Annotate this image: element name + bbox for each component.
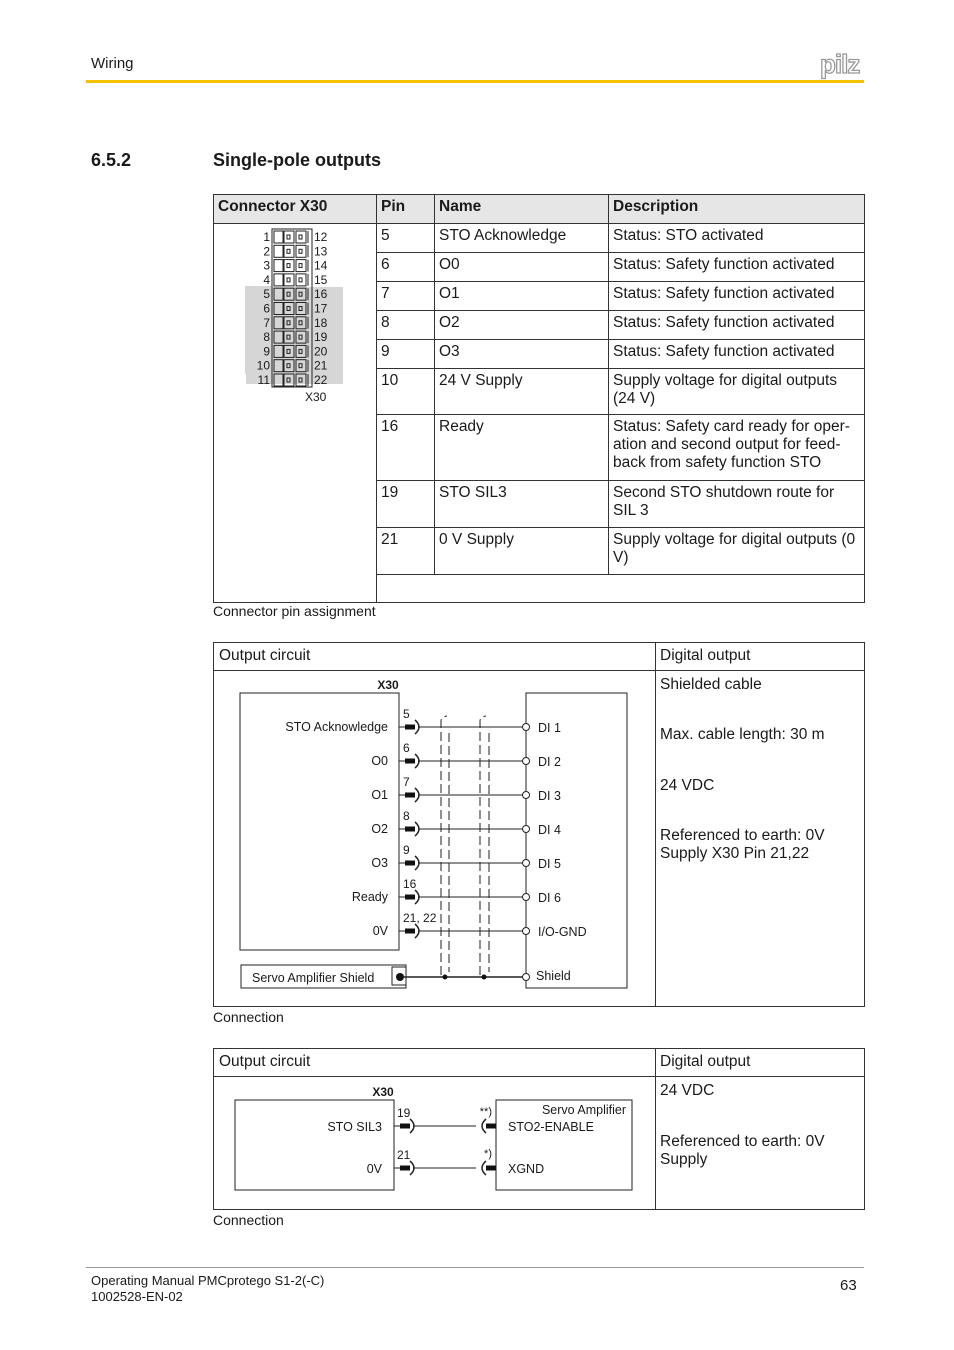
page-number: 63: [840, 1277, 857, 1294]
cell-name: 24 V Supply: [435, 369, 609, 415]
output-label: O0: [371, 754, 388, 768]
terminal: [523, 860, 530, 867]
digital-output-box: [526, 693, 627, 988]
plug-icon: [405, 861, 415, 866]
cell-name: Ready: [435, 415, 609, 481]
cell-desc: Supply voltage for digital outputs (0 V): [609, 528, 865, 575]
pin-number: 17: [314, 301, 328, 316]
terminal: [523, 724, 530, 731]
circuit1-caption: Connection: [213, 1009, 284, 1025]
pin-number: 6: [263, 301, 270, 316]
pin-socket: [284, 260, 294, 272]
cell-pin: 8: [377, 311, 435, 340]
pin-number: 7: [403, 775, 410, 789]
pin-socket: [274, 245, 283, 257]
circuit1-header-left: Output circuit: [214, 643, 655, 671]
header-section: Wiring: [91, 55, 134, 72]
footer-text: [91, 1273, 324, 1305]
terminal: [523, 894, 530, 901]
pin-number: 2: [263, 244, 270, 259]
pin-number: 21, 22: [403, 911, 437, 925]
input-label: DI 5: [538, 857, 561, 871]
pin-number: 5: [263, 287, 270, 302]
pin-number: 20: [314, 344, 328, 359]
cell-pin: 7: [377, 282, 435, 311]
footer-docnum: 1002528-EN-02: [91, 1289, 183, 1304]
cell-name: O3: [435, 340, 609, 369]
plug-icon: [405, 725, 415, 730]
pin-contact: [299, 249, 302, 253]
pin-number: 21: [397, 1148, 411, 1162]
pin-socket: [274, 274, 283, 286]
terminal: [523, 928, 530, 935]
cell-pin: 9: [377, 340, 435, 369]
cell-pin: 5: [377, 224, 435, 253]
pin-socket: [284, 231, 294, 243]
note: 24 VDC: [660, 777, 715, 794]
circuit2-header-right: Digital output: [655, 1049, 864, 1077]
pin-number: 19: [314, 330, 328, 345]
pin-socket: [296, 231, 306, 243]
pin-number: 9: [263, 344, 270, 359]
x30-box: [235, 1100, 394, 1190]
pin-number: 19: [397, 1106, 411, 1120]
footer-manual: Operating Manual PMCprotego S1-2(-C): [91, 1273, 325, 1288]
pin-number: 8: [403, 809, 410, 823]
pin-number: 4: [263, 272, 270, 287]
pin-socket: [284, 274, 294, 286]
cell-desc: Status: STO activated: [609, 224, 865, 253]
pin-number: 11: [257, 373, 270, 387]
connector-label: X30: [372, 1085, 394, 1099]
pin-socket: [274, 260, 283, 272]
shield-label: Shield: [536, 969, 571, 983]
pin-number: 7: [263, 315, 270, 330]
circuit2-header-left: Output circuit: [214, 1049, 655, 1077]
plug-icon: [405, 827, 415, 832]
socket-icon: [482, 1119, 486, 1133]
pin-socket: [274, 231, 283, 243]
target-label: XGND: [508, 1162, 545, 1176]
input-label: DI 4: [538, 823, 561, 837]
pin-number: 1: [263, 230, 270, 244]
terminal: [523, 826, 530, 833]
servo-label: Servo Amplifier Shield: [252, 971, 375, 985]
shield-dot: [396, 973, 404, 981]
pin-contact: [299, 264, 302, 268]
pin-contact: [299, 235, 302, 239]
section-number: 6.5.2: [91, 150, 132, 170]
cell-pin: 10: [377, 369, 435, 415]
cell-name: O2: [435, 311, 609, 340]
table-caption: Connector pin assignment: [213, 603, 376, 619]
pin-number: 12: [314, 230, 328, 244]
pin-number: 6: [403, 741, 410, 755]
pin-number: 15: [314, 272, 328, 287]
col-header: Description: [609, 195, 865, 224]
section-title: Single-pole outputs: [213, 150, 381, 170]
cell-name: O0: [435, 253, 609, 282]
cell-desc: Status: Safety function activated: [609, 253, 865, 282]
footnote-mark: *): [484, 1148, 492, 1160]
cable-shield: [480, 716, 486, 975]
pilz-logo: pilz: [820, 49, 860, 79]
cell-desc: Second STO shutdown route for SIL 3: [609, 481, 865, 528]
plug-icon: [405, 759, 415, 764]
output-label: Ready: [351, 890, 388, 904]
pin-number: 3: [263, 258, 270, 273]
terminal: [523, 758, 530, 765]
output-label: 0V: [366, 1162, 382, 1176]
cell-desc: Status: Safety function activated: [609, 340, 865, 369]
terminal: [523, 974, 530, 981]
output-label: 0V: [372, 924, 388, 938]
cell-desc: Status: Safety function activated: [609, 282, 865, 311]
plug-icon: [405, 929, 415, 934]
circuit2-caption: Connection: [213, 1212, 284, 1228]
note: Max. cable length: 30 m: [660, 726, 825, 743]
cell-desc: Status: Safety function activated: [609, 311, 865, 340]
socket-icon: [486, 1124, 496, 1129]
circuit1-header-right: Digital output: [655, 643, 864, 671]
pin-contact: [287, 278, 290, 282]
plug-icon: [400, 1124, 410, 1129]
cell-pin: 19: [377, 481, 435, 528]
pin-number: 5: [403, 707, 410, 721]
footnote-mark: **): [479, 1106, 492, 1118]
note: Referenced to earth: 0V Supply X30 Pin 21,22: [660, 827, 825, 862]
input-label: DI 6: [538, 891, 561, 905]
cell-name: STO Acknowledge: [435, 224, 609, 253]
pin-contact: [299, 278, 302, 282]
pin-number: 9: [403, 843, 410, 857]
input-label: DI 1: [538, 721, 561, 735]
target-label: STO2-ENABLE: [508, 1120, 594, 1134]
cell-name: O1: [435, 282, 609, 311]
cable-shield: [441, 716, 447, 975]
plug-icon: [400, 1166, 410, 1171]
pin-socket: [296, 260, 306, 272]
cell-name: 0 V Supply: [435, 528, 609, 575]
pin-number: 10: [256, 358, 270, 373]
output-label: O1: [371, 788, 388, 802]
cell-pin: 6: [377, 253, 435, 282]
note: Shielded cable: [660, 676, 762, 693]
pin-number: 16: [314, 287, 328, 302]
note: Referenced to earth: 0V Supply: [660, 1133, 825, 1168]
col-header: Connector X30: [214, 195, 377, 224]
pin-contact: [287, 235, 290, 239]
pin-socket: [296, 245, 306, 257]
output-label: STO Acknowledge: [285, 720, 388, 734]
footer-rule: [86, 1267, 864, 1268]
socket-icon: [486, 1166, 496, 1171]
connector-label: X30: [377, 678, 399, 692]
input-label: DI 2: [538, 755, 561, 769]
cell-desc: Status: Safety card ready for oper-ation and second output for feed-back from safety function STO: [609, 415, 865, 481]
input-label: I/O-GND: [538, 925, 587, 939]
pin-contact: [287, 249, 290, 253]
col-header: Pin: [377, 195, 435, 224]
pin-number: 16: [403, 877, 417, 891]
output-label: STO SIL3: [327, 1120, 382, 1134]
connector-label: X30: [305, 390, 327, 404]
pin-socket: [284, 245, 294, 257]
pin-socket: [296, 274, 306, 286]
pin-number: 14: [314, 258, 328, 273]
plug-icon: [405, 895, 415, 900]
plug-icon: [405, 793, 415, 798]
pin-contact: [287, 264, 290, 268]
pin-number: 21: [314, 358, 328, 373]
input-label: DI 3: [538, 789, 561, 803]
pin-number: 13: [314, 244, 328, 259]
cell-desc: Supply voltage for digital outputs (24 V): [609, 369, 865, 415]
pin-number: 8: [263, 330, 270, 345]
pin-number: 22: [314, 373, 328, 387]
output-label: O3: [371, 856, 388, 870]
cell-pin: 16: [377, 415, 435, 481]
servo-title: Servo Amplifier: [541, 1103, 626, 1117]
junction: [443, 975, 448, 980]
cell-pin: 21: [377, 528, 435, 575]
cell-name: STO SIL3: [435, 481, 609, 528]
col-header: Name: [435, 195, 609, 224]
pin-number: 18: [314, 315, 328, 330]
terminal: [523, 792, 530, 799]
socket-icon: [482, 1161, 486, 1175]
note: 24 VDC: [660, 1082, 715, 1099]
junction: [482, 975, 487, 980]
output-label: O2: [371, 822, 388, 836]
